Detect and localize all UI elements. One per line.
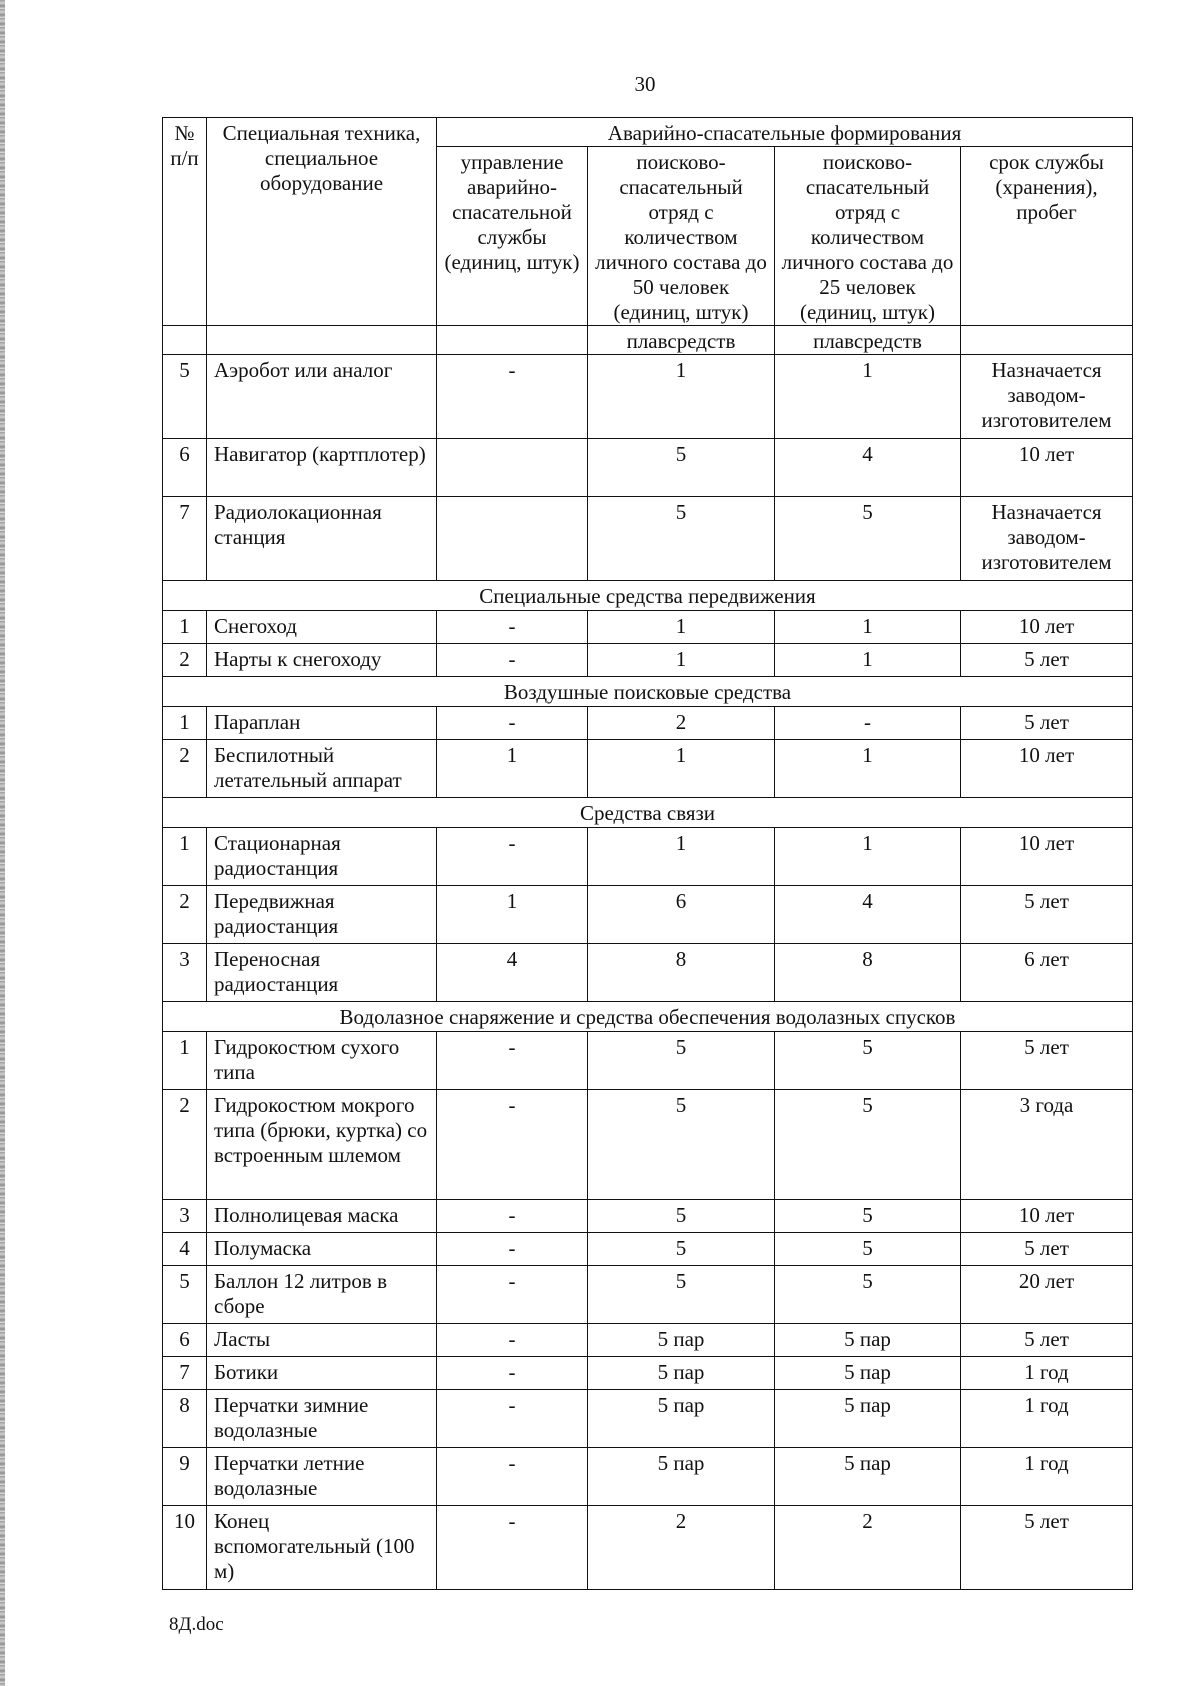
table-row — [163, 707, 1133, 740]
cell-pso25: 5 пар — [775, 1390, 961, 1448]
section-title: Специальные средства передвижения — [163, 581, 1133, 611]
cell-uprav: - — [437, 1506, 588, 1590]
cell-pso25: 5 — [775, 1090, 961, 1200]
cell-pso50: 5 — [588, 1266, 775, 1324]
cell-srok: 5 лет — [961, 1233, 1133, 1266]
cell-empty — [437, 326, 588, 355]
cell-name: Баллон 12 литров в сборе — [207, 1266, 437, 1324]
cell-pso50: 5 пар — [588, 1357, 775, 1390]
cell-name: Полнолицевая маска — [207, 1200, 437, 1233]
cell-pso25: 5 пар — [775, 1357, 961, 1390]
cell-uprav: - — [437, 1266, 588, 1324]
page-number: 30 — [634, 72, 656, 96]
header-row — [163, 118, 1133, 147]
cell-pso25: 8 — [775, 944, 961, 1002]
cell-uprav: - — [437, 1090, 588, 1200]
table-row — [163, 1390, 1133, 1448]
cell-pso50: 1 — [588, 611, 775, 644]
table-row — [163, 1506, 1133, 1590]
cell-srok: 10 лет — [961, 828, 1133, 886]
cell-name: Радиолокационная станция — [207, 497, 437, 581]
cell-num: 9 — [163, 1448, 207, 1506]
cell-name: Гидрокостюм мокрого типа (брюки, куртка) со встроенным шлемом — [207, 1090, 437, 1200]
cell-srok: 3 года — [961, 1090, 1133, 1200]
table-row — [163, 1357, 1133, 1390]
cell-uprav: - — [437, 355, 588, 439]
cell-srok: 5 лет — [961, 707, 1133, 740]
cell-pso50: 5 — [588, 439, 775, 497]
cell-name: Полумаска — [207, 1233, 437, 1266]
header-uprav: управление аварийно-спасательной службы (единиц, штук) — [437, 147, 588, 326]
cell-num: 3 — [163, 1200, 207, 1233]
table-row — [163, 1324, 1133, 1357]
cell-pso25: 5 пар — [775, 1448, 961, 1506]
cell-pso50: 2 — [588, 1506, 775, 1590]
cell-srok: 5 лет — [961, 1324, 1133, 1357]
cell-uprav — [437, 497, 588, 581]
cell-pso50: 6 — [588, 886, 775, 944]
cell-num: 7 — [163, 497, 207, 581]
cell-pso25: 5 пар — [775, 1324, 961, 1357]
cell-empty — [207, 326, 437, 355]
cell-srok: 20 лет — [961, 1266, 1133, 1324]
cell-uprav — [437, 439, 588, 497]
cell-pso25: 5 — [775, 497, 961, 581]
cell-pso50: 5 пар — [588, 1448, 775, 1506]
header-name: Специальная техника, специальное оборудование — [207, 118, 437, 326]
cell-pso25: 2 — [775, 1506, 961, 1590]
cell-pso25: 4 — [775, 439, 961, 497]
table-row — [163, 1032, 1133, 1090]
cell-name: Параплан — [207, 707, 437, 740]
cell-num: 8 — [163, 1390, 207, 1448]
cell-pso25: 1 — [775, 355, 961, 439]
cell-uprav: - — [437, 1324, 588, 1357]
cell-num: 1 — [163, 611, 207, 644]
cell-name: Снегоход — [207, 611, 437, 644]
footer-filename: 8Д.doc — [169, 1614, 224, 1635]
cell-uprav: - — [437, 1390, 588, 1448]
cell-name: Беспилотный летательный аппарат — [207, 740, 437, 798]
section-title: Средства связи — [163, 798, 1133, 828]
cell-num: 1 — [163, 1032, 207, 1090]
cell-num: 5 — [163, 355, 207, 439]
cell-uprav: - — [437, 1448, 588, 1506]
table-row — [163, 497, 1133, 581]
table-row — [163, 1090, 1133, 1200]
section-row — [163, 1002, 1133, 1032]
table-row — [163, 1200, 1133, 1233]
header-num: № п/п — [163, 118, 207, 326]
cell-num: 2 — [163, 740, 207, 798]
cell-pso50: 1 — [588, 740, 775, 798]
cell-pso50: 5 — [588, 1032, 775, 1090]
table-row — [163, 886, 1133, 944]
cell-num: 4 — [163, 1233, 207, 1266]
cell-num: 2 — [163, 644, 207, 677]
section-row — [163, 798, 1133, 828]
cell-srok: 1 год — [961, 1390, 1133, 1448]
cell-srok: 5 лет — [961, 1032, 1133, 1090]
cell-name: Гидрокостюм сухого типа — [207, 1032, 437, 1090]
cell-num: 1 — [163, 828, 207, 886]
header-srok: срок службы (хранения), пробег — [961, 147, 1133, 326]
cell-pso25: 5 — [775, 1266, 961, 1324]
table-row — [163, 439, 1133, 497]
cell-name: Аэробот или аналог — [207, 355, 437, 439]
cell-srok: 10 лет — [961, 1200, 1133, 1233]
cell-num: 3 — [163, 944, 207, 1002]
section-row — [163, 677, 1133, 707]
table-row — [163, 644, 1133, 677]
cell-srok: 1 год — [961, 1448, 1133, 1506]
cell-num: 7 — [163, 1357, 207, 1390]
cell-name: Перчатки зимние водолазные — [207, 1390, 437, 1448]
cell-uprav: - — [437, 707, 588, 740]
cell-num: 6 — [163, 1324, 207, 1357]
cell-name: Ботики — [207, 1357, 437, 1390]
cell-pso25: 1 — [775, 828, 961, 886]
cell-plavsredstv: плавсредств — [775, 326, 961, 355]
cell-srok: 5 лет — [961, 644, 1133, 677]
equipment-table — [162, 117, 1133, 1590]
section-row — [163, 581, 1133, 611]
cell-srok: 1 год — [961, 1357, 1133, 1390]
cell-num: 1 — [163, 707, 207, 740]
cell-pso50: 5 — [588, 1090, 775, 1200]
header-group: Аварийно-спасательные формирования — [437, 118, 1133, 147]
scan-edge — [0, 0, 5, 1686]
cell-pso50: 8 — [588, 944, 775, 1002]
cell-pso25: - — [775, 707, 961, 740]
cell-name: Конец вспомогательный (100 м) — [207, 1506, 437, 1590]
cell-uprav: - — [437, 644, 588, 677]
cell-empty — [961, 326, 1133, 355]
cell-srok: Назначается заводом-изготовителем — [961, 355, 1133, 439]
cell-name: Переносная радиостанция — [207, 944, 437, 1002]
cell-srok: 10 лет — [961, 439, 1133, 497]
section-title: Воздушные поисковые средства — [163, 677, 1133, 707]
table-row — [163, 944, 1133, 1002]
cell-pso50: 1 — [588, 828, 775, 886]
cell-uprav: 1 — [437, 886, 588, 944]
cell-empty — [163, 326, 207, 355]
cell-num: 10 — [163, 1506, 207, 1590]
table-row — [163, 355, 1133, 439]
cell-srok: 10 лет — [961, 611, 1133, 644]
cell-name: Стационарная радиостанция — [207, 828, 437, 886]
table-row — [163, 1233, 1133, 1266]
cell-name: Перчатки летние водолазные — [207, 1448, 437, 1506]
cell-name: Передвижная радиостанция — [207, 886, 437, 944]
cell-uprav: - — [437, 1032, 588, 1090]
table-row — [163, 1448, 1133, 1506]
cell-pso25: 1 — [775, 644, 961, 677]
continuation-row — [163, 326, 1133, 355]
cell-num: 2 — [163, 886, 207, 944]
cell-pso25: 1 — [775, 611, 961, 644]
cell-srok: 5 лет — [961, 886, 1133, 944]
cell-plavsredstv: плавсредств — [588, 326, 775, 355]
table-row — [163, 611, 1133, 644]
cell-srok: 10 лет — [961, 740, 1133, 798]
cell-pso50: 5 — [588, 1200, 775, 1233]
cell-pso25: 5 — [775, 1233, 961, 1266]
cell-uprav: - — [437, 1200, 588, 1233]
cell-pso25: 5 — [775, 1200, 961, 1233]
cell-srok: 6 лет — [961, 944, 1133, 1002]
cell-pso50: 5 пар — [588, 1390, 775, 1448]
section-title: Водолазное снаряжение и средства обеспечения водолазных спусков — [163, 1002, 1133, 1032]
cell-pso50: 5 пар — [588, 1324, 775, 1357]
cell-pso25: 4 — [775, 886, 961, 944]
cell-pso50: 5 — [588, 497, 775, 581]
cell-uprav: - — [437, 1233, 588, 1266]
cell-uprav: - — [437, 828, 588, 886]
cell-pso50: 5 — [588, 1233, 775, 1266]
table-row — [163, 828, 1133, 886]
cell-uprav: - — [437, 1357, 588, 1390]
cell-num: 5 — [163, 1266, 207, 1324]
cell-pso50: 2 — [588, 707, 775, 740]
cell-pso50: 1 — [588, 644, 775, 677]
cell-pso50: 1 — [588, 355, 775, 439]
header-pso25: поисково-спасательный отряд с количеством личного состава до 25 человек (единиц, штук) — [775, 147, 961, 326]
cell-pso25: 5 — [775, 1032, 961, 1090]
cell-uprav: 4 — [437, 944, 588, 1002]
cell-name: Навигатор (картплотер) — [207, 439, 437, 497]
cell-srok: 5 лет — [961, 1506, 1133, 1590]
cell-name: Ласты — [207, 1324, 437, 1357]
cell-srok: Назначается заводом-изготовителем — [961, 497, 1133, 581]
header-pso50: поисково-спасательный отряд с количеством личного состава до 50 человек (единиц, штук) — [588, 147, 775, 326]
table-row — [163, 1266, 1133, 1324]
cell-num: 2 — [163, 1090, 207, 1200]
cell-name: Нарты к снегоходу — [207, 644, 437, 677]
cell-pso25: 1 — [775, 740, 961, 798]
cell-uprav: 1 — [437, 740, 588, 798]
cell-uprav: - — [437, 611, 588, 644]
table-row — [163, 740, 1133, 798]
cell-num: 6 — [163, 439, 207, 497]
